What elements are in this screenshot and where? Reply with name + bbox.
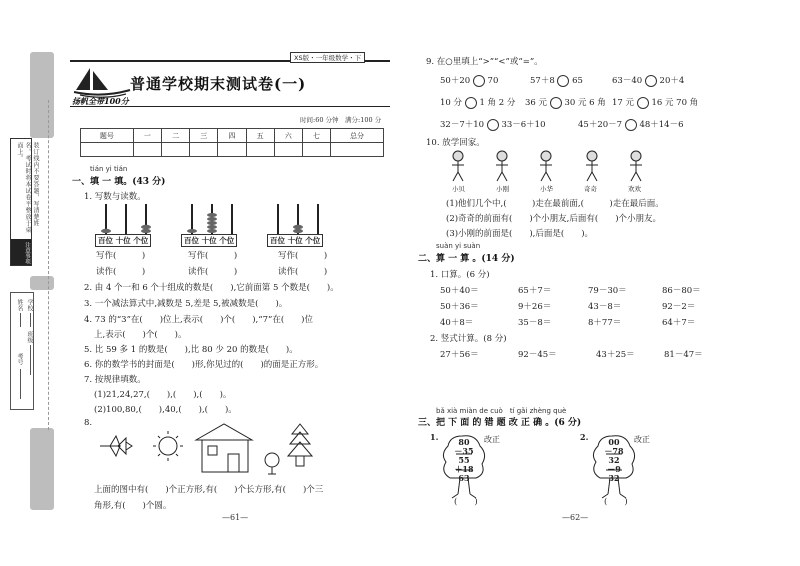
compare-row-2	[612, 96, 698, 109]
compare-circle[interactable]	[625, 119, 637, 131]
abacus-label: 百位 十位 个位	[181, 234, 237, 247]
answer-blank-1[interactable]: ( )	[454, 497, 478, 507]
compare-right: 30 元 6 角	[564, 98, 606, 108]
oral-item[interactable]: 50＋36＝	[440, 302, 479, 312]
vertical-item[interactable]: 81－47＝	[664, 350, 703, 360]
compare-row-1	[612, 74, 684, 87]
calc-line: ＋18	[454, 464, 474, 474]
score-header-cell: 七	[302, 129, 330, 143]
cut-line	[48, 100, 49, 430]
question-10-2: (2)奇奇的前面有( )个小朋友,后面有( )个小朋友。	[446, 214, 662, 224]
student-info-box	[10, 292, 34, 410]
oral-item[interactable]: 50＋40＝	[440, 286, 479, 296]
compare-left: 32－7＋10	[440, 120, 485, 130]
section2-pinyin: suàn yi suàn	[436, 242, 481, 250]
read-answer-2[interactable]: 读作( )	[188, 267, 238, 277]
oral-item[interactable]: 86－80＝	[662, 286, 701, 296]
compare-circle[interactable]	[487, 119, 499, 131]
calc-line: －35	[454, 446, 474, 456]
score-header-cell: 六	[274, 129, 302, 143]
calc-line: 55	[458, 455, 470, 465]
oral-item[interactable]: 65＋7＝	[518, 286, 552, 296]
score-cell[interactable]	[302, 143, 330, 157]
question-9: 9. 在○里填上“>”“<”或“=”。	[426, 57, 543, 67]
question-1: 1. 写数与读数。	[84, 192, 146, 202]
abacus-label: 百位 十位 个位	[95, 234, 151, 247]
compare-row-2	[525, 96, 606, 109]
binding-sidebar	[0, 0, 44, 566]
compare-right: 33－6＋10	[501, 120, 546, 130]
compare-left: 63－40	[612, 76, 643, 86]
problem-2-number: 2.	[580, 432, 589, 442]
question-8: 8.	[84, 418, 93, 428]
oral-item[interactable]: 9＋26＝	[518, 302, 552, 312]
compare-left: 10 分	[440, 98, 463, 108]
compare-right: 1 角 2 分	[479, 98, 516, 108]
score-header-cell: 总分	[331, 129, 384, 143]
question-7-1: (1)21,24,27,( ),( ),( )。	[94, 390, 232, 400]
compare-row-2	[440, 96, 515, 109]
question-6: 6. 你的数学书的封面是( )形,你见过的( )的面是正方形。	[84, 360, 324, 370]
compare-right: 70	[487, 76, 499, 86]
problem-2-calc	[602, 438, 626, 483]
score-cell[interactable]	[274, 143, 302, 157]
calc-line: 80	[458, 437, 470, 447]
read-answer-3[interactable]: 读作( )	[278, 267, 328, 277]
oral-calc-title: 1. 口算。(6 分)	[430, 270, 490, 280]
compare-circle[interactable]	[557, 75, 569, 87]
abacus-3	[268, 202, 328, 236]
score-header-cell: 一	[133, 129, 161, 143]
kids-figure	[440, 150, 660, 184]
compare-circle[interactable]	[465, 97, 477, 109]
oral-item[interactable]: 35－8＝	[518, 318, 552, 328]
score-cell[interactable]	[81, 143, 134, 157]
fix-label-2: 改正	[634, 435, 650, 444]
score-header-cell: 四	[218, 129, 246, 143]
question-4: 4. 73 的“3”在( )位上,表示( )个( ),“7”在( )位	[84, 315, 313, 325]
school-field: 学校	[26, 299, 33, 311]
compare-left: 50＋20	[440, 76, 471, 86]
compare-row-1	[530, 74, 583, 87]
section1-title: 一、填 一 填。(43 分)	[72, 177, 166, 187]
compare-left: 36 元	[525, 98, 548, 108]
vertical-item[interactable]: 27＋56＝	[440, 350, 479, 360]
score-table	[80, 128, 384, 157]
exam-number-field: 考号	[16, 353, 23, 365]
question-2: 2. 由 4 个一和 6 个十组成的数是( ),它前面第 5 个数是( )。	[84, 283, 339, 293]
notice-tag: 注意事项	[11, 239, 31, 265]
compare-row-1	[440, 74, 498, 87]
question-10-3: (3)小刚的前面是( ),后面是( )。	[446, 229, 594, 239]
vertical-item[interactable]: 92－45＝	[518, 350, 557, 360]
write-answer-3[interactable]: 写作( )	[278, 251, 328, 261]
compare-right: 20＋4	[659, 76, 685, 86]
question-7: 7. 按规律填数。	[84, 375, 146, 385]
abacus-2	[182, 202, 242, 236]
kid-name: 小贝	[452, 185, 465, 193]
oral-item[interactable]: 64＋7＝	[662, 318, 696, 328]
compare-left: 17 元	[612, 98, 635, 108]
page-number-left: —61—	[222, 513, 249, 522]
shapes-figure	[96, 418, 326, 480]
kid-name: 小刚	[496, 185, 509, 193]
fix-label-1: 改正	[484, 435, 500, 444]
write-answer-1[interactable]: 写作( )	[96, 251, 146, 261]
calc-line: －78	[604, 446, 624, 456]
question-10-1: (1)他们几个中,( )走在最前面,( )走在最后面。	[446, 199, 664, 209]
compare-right: 65	[572, 76, 583, 86]
score-cell[interactable]	[162, 143, 190, 157]
score-header-row	[81, 129, 384, 143]
class-field: 班级	[26, 331, 33, 343]
compare-row-3	[440, 118, 546, 131]
page-number-right: —62—	[562, 513, 589, 522]
logo-text: 扬帆全带100分	[72, 96, 129, 106]
score-header-cell: 二	[162, 129, 190, 143]
oral-item[interactable]: 79－30＝	[588, 286, 627, 296]
score-cell[interactable]	[218, 143, 246, 157]
time-info: 时间:60 分钟 满分:100 分	[300, 116, 382, 124]
compare-right: 16 元 70 角	[651, 98, 699, 108]
oral-item[interactable]: 40＋8＝	[440, 318, 474, 328]
calc-line: 00	[608, 437, 620, 447]
gray-binding-block	[30, 52, 54, 138]
gray-binding-block	[30, 428, 54, 510]
section3-title: 三、把 下 面 的 错 题 改 正 确 。(6 分)	[418, 418, 582, 428]
edition-label: XS版・一年级数学・下	[290, 52, 365, 63]
problem-1-calc	[452, 438, 476, 483]
oral-item[interactable]: 43－8＝	[588, 302, 622, 312]
abacus-label: 百位 十位 个位	[267, 234, 323, 247]
kid-name: 欢欢	[628, 185, 641, 193]
score-header-cell: 五	[246, 129, 274, 143]
compare-circle[interactable]	[637, 97, 649, 109]
score-header-cell: 三	[190, 129, 218, 143]
calc-line: 32	[608, 473, 620, 483]
oral-item[interactable]: 92－2＝	[662, 302, 696, 312]
question-10: 10. 放学回家。	[426, 138, 485, 148]
question-7-2: (2)100,80,( ),40,( ),( )。	[94, 405, 237, 415]
compare-circle[interactable]	[550, 97, 562, 109]
header-bottom-rule	[70, 106, 390, 107]
compare-left: 57＋8	[530, 76, 555, 86]
question-3: 3. 一个减法算式中,减数是 5,差是 5,被减数是( )。	[84, 299, 288, 309]
vertical-item[interactable]: 43＋25＝	[596, 350, 635, 360]
section1-pinyin: tián yi tián	[90, 165, 128, 173]
section3-pinyin: bǎ xià miàn de cuò tí gǎi zhèng què	[436, 407, 567, 415]
score-cell[interactable]	[133, 143, 161, 157]
question-5: 5. 比 59 多 1 的数是( ),比 80 少 20 的数是( )。	[84, 345, 298, 355]
problem-1-number: 1.	[430, 432, 439, 442]
read-answer-1[interactable]: 读作( )	[96, 267, 146, 277]
compare-circle[interactable]	[645, 75, 657, 87]
gray-binding-block	[30, 276, 54, 290]
write-answer-2[interactable]: 写作( )	[188, 251, 238, 261]
name-field: 姓名	[16, 299, 23, 311]
compare-circle[interactable]	[473, 75, 485, 87]
notice-text: 装订线内不要答题，写清楚姓名。考试时将本试卷平整放于桌面上。	[16, 142, 39, 233]
score-header-cell: 题号	[81, 129, 134, 143]
oral-item[interactable]: 8＋77＝	[588, 318, 622, 328]
compare-right: 48＋14－6	[639, 120, 684, 130]
kid-name: 奇奇	[584, 185, 597, 193]
score-cell[interactable]	[246, 143, 274, 157]
score-cell[interactable]	[331, 143, 384, 157]
question-8-b: 角形,有( )个圆。	[94, 501, 172, 511]
score-cell[interactable]	[190, 143, 218, 157]
section2-title: 二、算 一 算 。(14 分)	[418, 254, 515, 264]
compare-left: 45＋20－7	[578, 120, 623, 130]
compare-row-3	[578, 118, 684, 131]
answer-blank-2[interactable]: ( )	[604, 497, 628, 507]
calc-line: 63	[458, 473, 470, 483]
kid-name: 小华	[540, 185, 553, 193]
question-8-a: 上面的图中有( )个正方形,有( )个长方形,有( )个三	[94, 485, 324, 495]
page-title: 普通学校期末测试卷(一)	[130, 75, 307, 93]
notice-box	[10, 138, 39, 266]
score-input-row[interactable]	[81, 143, 384, 157]
calc-line: －9	[607, 464, 621, 474]
calc-line: 32	[608, 455, 620, 465]
abacus-1	[96, 202, 156, 236]
vertical-calc-title: 2. 竖式计算。(8 分)	[430, 334, 507, 344]
question-4-cont: 上,表示( )个( )。	[94, 330, 187, 340]
